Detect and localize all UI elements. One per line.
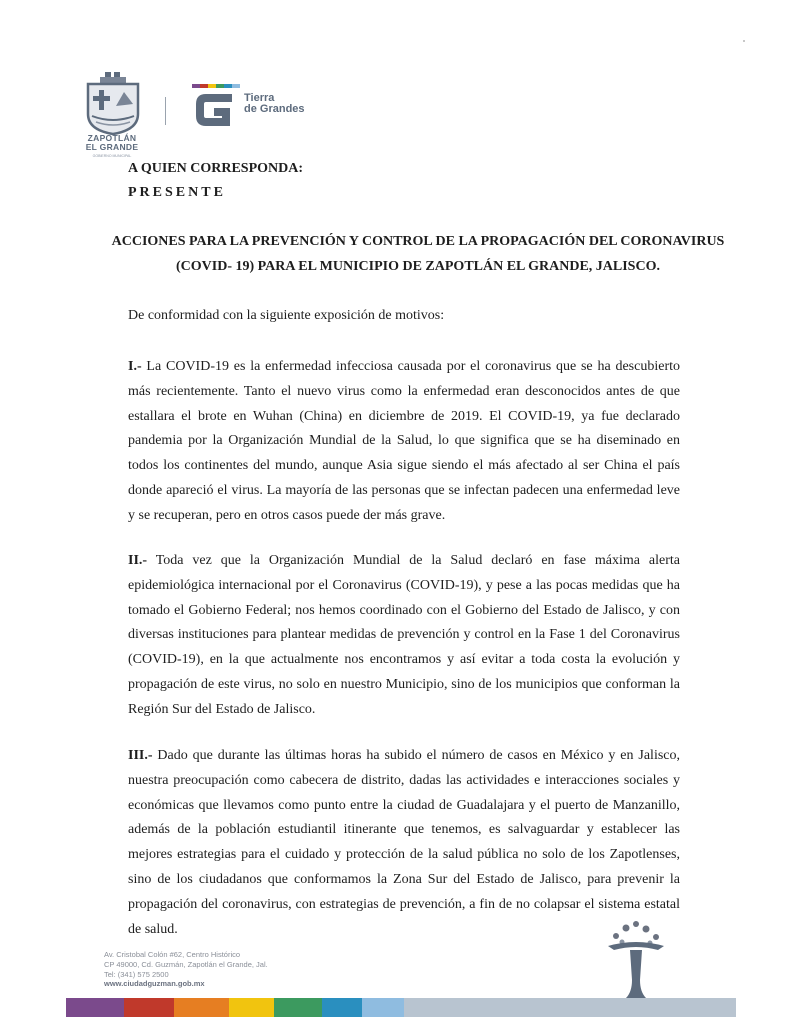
- footer-phone: Tel: (341) 575 2500: [104, 969, 169, 979]
- document-title-line1: ACCIONES PARA LA PREVENCIÓN Y CONTROL DE LA PROPAGACIÓN DEL CORONAVIRUS: [111, 234, 725, 249]
- paragraph-2-label: II.-: [128, 553, 148, 568]
- logo-name-line1: ZAPOTLÁN: [87, 133, 137, 143]
- presente: PRESENTE: [128, 185, 226, 200]
- footer-contact: [104, 950, 268, 989]
- tree-emblem-icon: [604, 920, 668, 1005]
- paragraph-3-label: III.-: [128, 748, 153, 763]
- intro-text: De conformidad con la siguiente exposición de motivos:: [128, 308, 445, 323]
- stripe-segment-red: [124, 998, 174, 1017]
- scan-speck: [743, 40, 745, 42]
- document-title-line2: (COVID- 19) PARA EL MUNICIPIO DE ZAPOTLÁN EL GRANDE, JALISCO.: [176, 259, 660, 274]
- tierra-text: Tierra: [244, 92, 275, 104]
- stripe-segment-purple: [66, 998, 124, 1017]
- tierra-de-grandes-logo: [192, 84, 240, 131]
- paragraph-2-text: Toda vez que la Organización Mundial de la Salud declaró en fase máxima alerta epidemiológica internacional por el Coronavirus (COVID-19), y pese a las pocas medidas que ha tomado el Gobierno Federal; nos hemos coordinado con el Gobierno del Estado de Jalisco, y con diversas instituciones para plantear medidas de prevención y control en la Fase 1 del Coronavirus (COVID-19), en la que actualmente nos encontramos y así evitar a toda costa la evolución y propagación de este virus, no solo en nuestro Municipio, sino de los municipios que conforman la Región Sur del Estado de Jalisco.: [128, 553, 680, 717]
- paragraph-1-text: La COVID-19 es la enfermedad infecciosa causada por el coronavirus que se ha descubierto más recientemente. Tanto el nuevo virus como la enfermedad eran desconocidos antes de que estallara el brote en Wuhan (China) en diciembre de 2019. El COVID-19, ya fue declarado pandemia por la Organización Mundial de la Salud, lo que significa que se ha diseminado en todos los continentes del mundo, aunque Asia sigue siendo el más afectado al ser China el país donde apareció el virus. La mayoría de las personas que se infectan padecen una enfermedad leve y se recuperan, pero en otros casos puede der más grave.: [128, 359, 680, 523]
- stripe-segment-gray: [404, 998, 736, 1017]
- tierra-de-grandes-text: [244, 93, 305, 115]
- logo-divider: [165, 97, 166, 125]
- footer-address-line1: Av. Cristobal Colón #62, Centro Histórico: [104, 950, 241, 959]
- logo-subtitle: GOBIERNO MUNICIPAL: [92, 154, 132, 158]
- paragraph-1: [128, 355, 680, 529]
- footer-color-stripe: [66, 998, 736, 1017]
- de-grandes-text: de Grandes: [244, 103, 305, 115]
- stripe-segment-lightblue: [362, 998, 404, 1017]
- paragraph-3: [128, 744, 680, 942]
- paragraph-2: [128, 549, 680, 723]
- paragraph-1-label: I.-: [128, 359, 142, 374]
- addressee: A QUIEN CORRESPONDA:: [128, 161, 304, 176]
- footer-website: www.ciudadguzman.gob.mx: [104, 979, 205, 989]
- paragraph-3-text: Dado que durante las últimas horas ha subido el número de casos en México y en Jalisco, nuestra preocupación como cabecera de distrito, dadas las actividades e interacciones sociales y económicas que llevamos como punto entre la ciudad de Guadalajara y el puerto de Manzanillo, además de la población estudiantil itinerante que tenemos, es salvaguardar y establecer las mejores estrategias para el cuidado y protección de la salud pública no solo de los Zapotlenses, sino de los ciudadanos que conformamos la Zona Sur del Estado de Jalisco, para prevenir la propagación del coronavirus, con estrategias de prevención, a fin de no colapsar el sistema estatal de salud.: [128, 748, 680, 937]
- logo-name-line2: EL GRANDE: [85, 142, 139, 152]
- stripe-segment-green: [274, 998, 322, 1017]
- stripe-segment-orange: [174, 998, 229, 1017]
- stripe-segment-yellow: [229, 998, 274, 1017]
- stripe-segment-blue: [322, 998, 362, 1017]
- municipal-logo-name: [76, 134, 148, 152]
- footer-address-line2: CP 49000, Cd. Guzmán, Zapotlán el Grande, Jal.: [104, 959, 268, 969]
